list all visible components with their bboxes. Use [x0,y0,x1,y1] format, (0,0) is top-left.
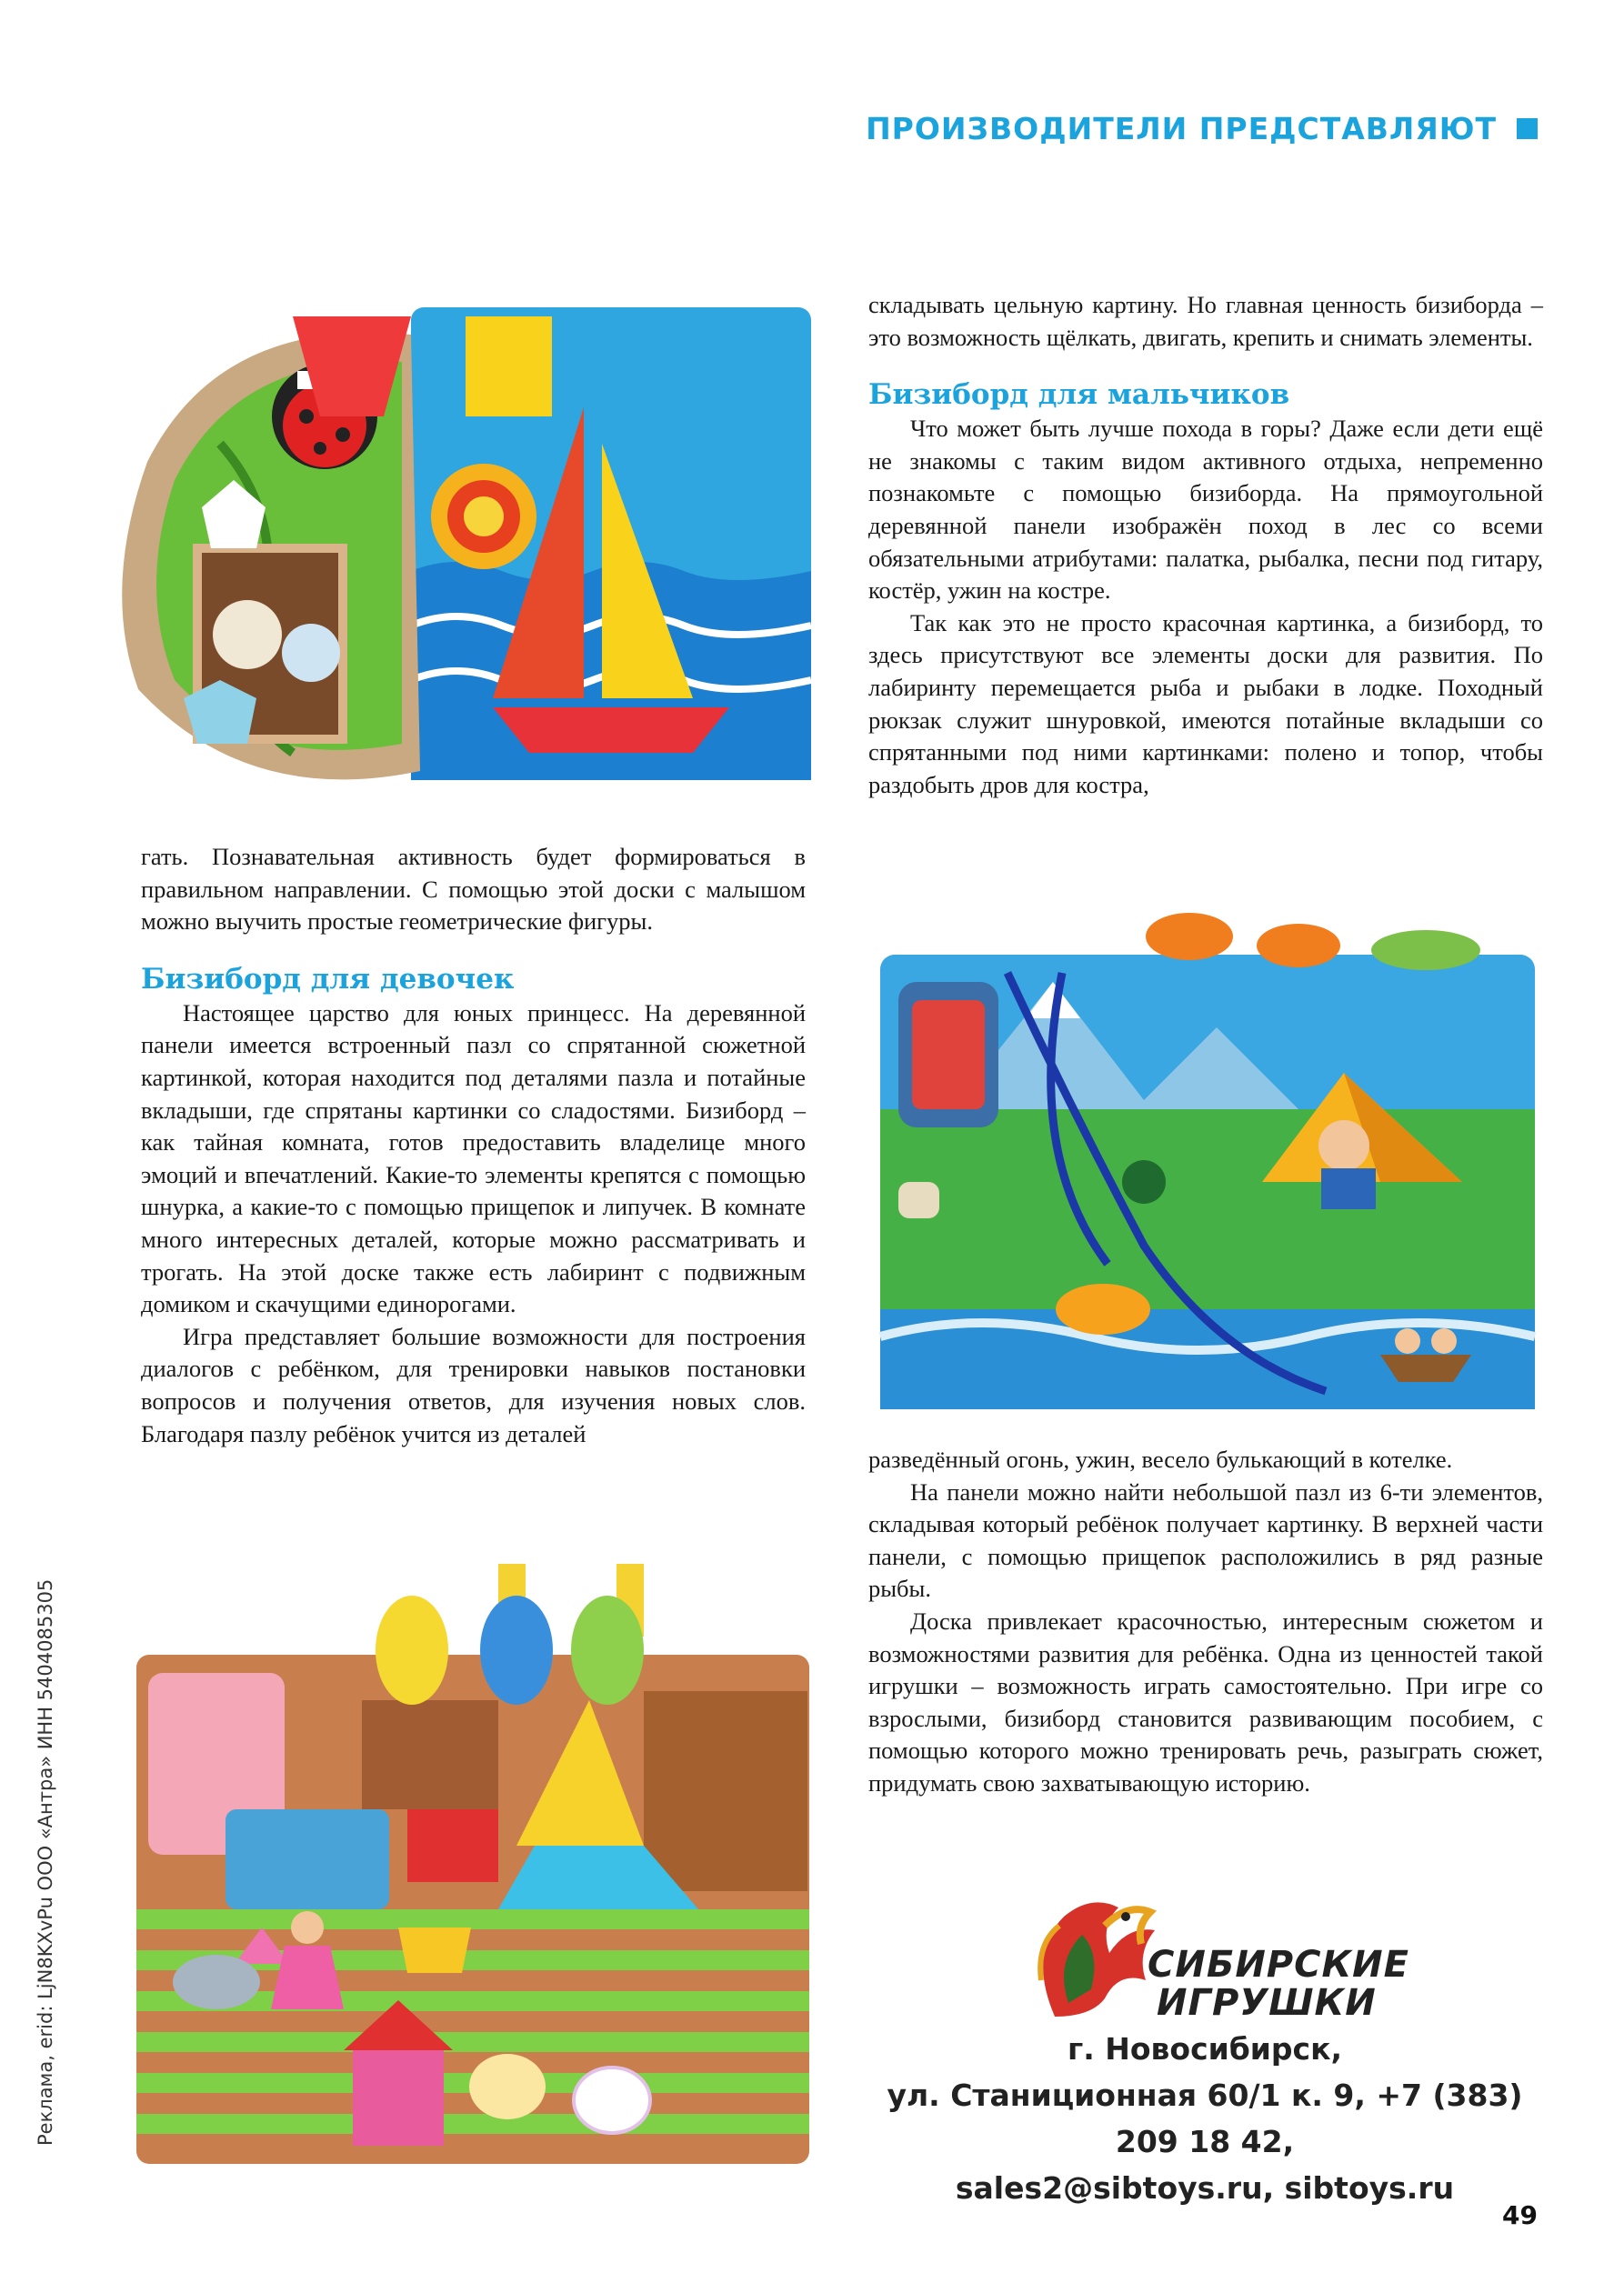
paragraph-boys-1: Что может быть лучше похода в горы? Даже если дети ещё не знакомы с таким видом активного отдыха, непременно познакомьте с помощью бизиборда. На прямоугольной деревянной панели изображён поход в лес со всеми обязательными атрибутами: палатка, рыбалка, песни под гитару, костёр, ужин на костре. [868,415,1543,605]
contact-city: г. Новосибирск, [1067,2031,1343,2067]
contact-web: sales2@sibtoys.ru, sibtoys.ru [955,2170,1455,2206]
paragraph-girls-1: Настоящее царство для юных принцесс. На деревянной панели имеется встроенный пазл со спрятанной сюжетной картинкой, которая находится под деталями пазла и потайные вкладыши, где спрятаны картинки со сладостями. Бизиборд – как тайная комната, готов предоставить владелице много эмоций и впечатлений. Какие-то элементы крепятся с помощью шнурка, а какие-то с помощью прищепок и липучек. В комнате много интересных деталей, которые можно рассматривать и трогать. На этой доске также есть лабиринт с подвижным домиком и скачущими единорогами. [141,998,806,1318]
page-number: 49 [1502,2200,1538,2230]
advertising-label: Реклама, erid: LjN8KXvPu ООО «Антра» ИНН 5404085305 [35,1578,56,2146]
paragraph-girls-2: Игра представляет большие возможности для построения диалогов с ребёнком, для тренировки навыков постановки вопросов и получения ответов, для изучения новых слов. Благодаря пазлу ребёнок учится из деталей [141,1322,806,1447]
paragraph-boys-2: Так как это не просто красочная картинка, а бизиборд, то здесь присутствуют все элементы доски для развития. По лабиринту перемещается рыба и рыбаки в лодке. Походный рюкзак служит шнуровкой, имеются потайные вкладыши со спрятанными под ними картинками: полено и топор, чтобы раздобыть дров для костра, [868,608,1543,798]
brand-text [1148,1946,1409,2022]
contact-address: ул. Станиционная 60/1 к. 9, +7 (383) 209 18 42, [887,2078,1523,2159]
heading-boys: Бизиборд для мальчиков [868,378,1290,412]
contacts-block [868,2026,1541,2211]
text-column-right-top [868,289,1543,801]
paragraph-right-2: Доска привлекает красочностью, интересным сюжетом и возможностями развития для ребёнка. Одна из ценностей такой игрушки – возможность играть самостоятельно. При игре со взрослыми, бизиборд становится развивающим пособием, с помощью которого можно тренировать речь, разыграть сюжет, придумать свою захватывающую историю. [868,1607,1543,1797]
busyboard-camping-photo [871,882,1544,1418]
paragraph-intro: складывать цельную картину. Но главная ценность бизиборда – это возможность щёлкать, двигать, крепить и снимать элементы. [868,291,1543,351]
text-column-left-mid [141,841,806,1450]
paragraph-continued-right: разведённый огонь, ужин, весело булькающий в котелке. [868,1446,1453,1473]
text-column-right-bottom [868,1444,1543,1800]
brand-line-2: ИГРУШКИ [1157,1982,1377,2024]
brand-line-1: СИБИРСКИЕ [1148,1944,1409,1986]
section-marker [1517,118,1538,139]
busyboard-leaf-photo [111,298,820,798]
busyboard-princess-photo [135,1546,812,2168]
section-header [866,111,1538,146]
section-title: ПРОИЗВОДИТЕЛИ ПРЕДСТАВЛЯЮТ [866,111,1497,146]
paragraph-right-1: На панели можно найти небольшой пазл из 6-ти элементов, складывая который ребёнок получает картинку. В верхней части панели, с помощью прищепок расположились в ряд разные рыбы. [868,1477,1543,1603]
paragraph-continued-left: гать. Познавательная активность будет формироваться в правильном направлении. С помощью этой доски с малышом можно выучить простые геометрические фигуры. [141,843,806,936]
heading-girls: Бизиборд для девочек [141,962,515,996]
